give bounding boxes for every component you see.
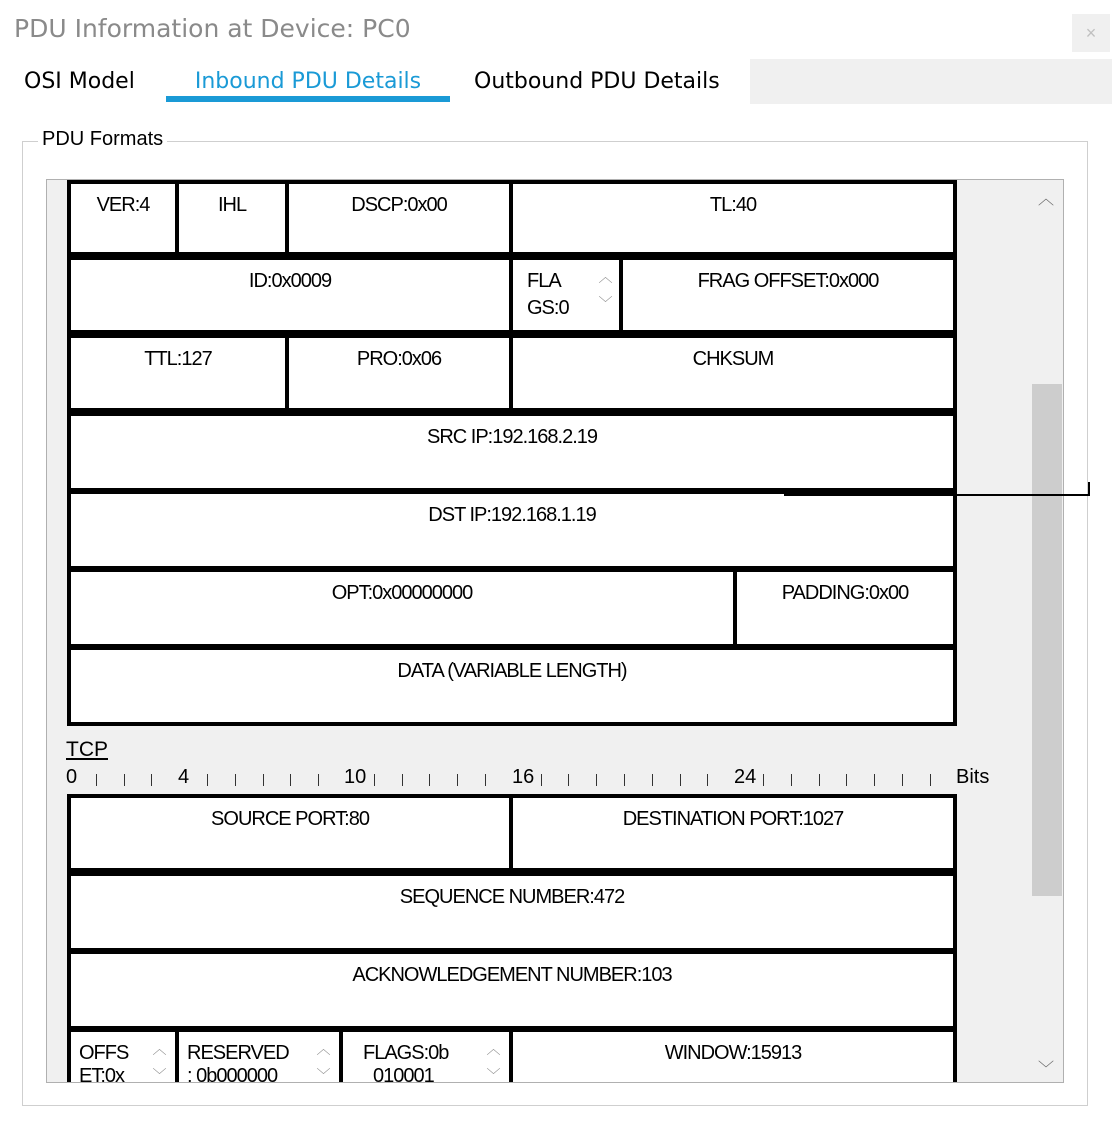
ip-protocol-field: PRO:0x06 xyxy=(285,334,513,412)
ruler-tick xyxy=(457,774,458,786)
ip-dscp-field: DSCP:0x00 xyxy=(285,180,513,256)
ip-frag-offset-field: FRAG OFFSET:0x000 xyxy=(619,256,957,334)
tab-bar-filler xyxy=(750,59,1112,104)
ip-ver-field: VER:4 xyxy=(67,180,179,256)
active-tab-indicator xyxy=(166,96,450,102)
tcp-section-label: TCP xyxy=(66,738,108,761)
ruler-label-24: 24 xyxy=(734,766,757,788)
ruler-tick xyxy=(652,774,653,786)
tab-inbound-pdu-details[interactable]: Inbound PDU Details xyxy=(194,69,422,94)
ip-dst-field: DST IP:192.168.1.19 xyxy=(67,490,957,570)
tcp-source-port-field: SOURCE PORT:80 xyxy=(67,794,513,872)
ruler-tick xyxy=(846,774,847,786)
ruler-tick xyxy=(263,774,264,786)
ruler-tick xyxy=(763,774,764,786)
chevron-up-icon[interactable]: ︿ xyxy=(316,1041,330,1057)
ip-src-field: SRC IP:192.168.2.19 xyxy=(67,412,957,492)
ip-options-field: OPT:0x00000000 xyxy=(67,568,737,648)
ruler-tick xyxy=(819,774,820,786)
layer-connector-line xyxy=(784,494,1090,496)
ruler-tick xyxy=(874,774,875,786)
tcp-sequence-field: SEQUENCE NUMBER:472 xyxy=(67,872,957,952)
ruler-label-10: 10 xyxy=(344,766,367,788)
chevron-up-icon[interactable]: ︿ xyxy=(486,1041,500,1057)
tcp-reserved-field[interactable] xyxy=(175,1028,343,1083)
ruler-tick xyxy=(374,774,375,786)
scrollbar-thumb[interactable] xyxy=(1032,384,1062,896)
ip-data-field: DATA (VARIABLE LENGTH) xyxy=(67,646,957,726)
ruler-tick xyxy=(930,774,931,786)
tcp-offset-spinner[interactable] xyxy=(147,1036,171,1083)
tcp-offset-line2: ET:0x xyxy=(79,1065,125,1083)
tcp-flags-field[interactable] xyxy=(339,1028,513,1083)
tcp-flags-line1: FLAGS:0b xyxy=(363,1042,449,1064)
ruler-label-0: 0 xyxy=(66,766,78,788)
ruler-tick xyxy=(707,774,708,786)
pdu-scroll-viewport[interactable] xyxy=(46,179,1064,1083)
tcp-window-field: WINDOW:15913 xyxy=(509,1028,957,1083)
tab-osi-model[interactable]: OSI Model xyxy=(24,69,135,94)
ruler-tick xyxy=(429,774,430,786)
ruler-tick xyxy=(151,774,152,786)
ip-flags-field[interactable] xyxy=(509,256,623,334)
tcp-reserved-line2: : 0b000000 xyxy=(187,1065,278,1083)
ip-ttl-field: TTL:127 xyxy=(67,334,289,412)
tcp-destination-port-field: DESTINATION PORT:1027 xyxy=(509,794,957,872)
ruler-tick xyxy=(96,774,97,786)
tcp-flags-spinner[interactable] xyxy=(481,1036,505,1083)
window-title: PDU Information at Device: PC0 xyxy=(14,14,411,43)
ruler-tick xyxy=(207,774,208,786)
ruler-tick xyxy=(624,774,625,786)
ip-flags-line1: FLA xyxy=(527,270,561,292)
ip-ihl-field: IHL xyxy=(175,180,289,256)
scroll-down-chevron-icon[interactable]: ﹀ xyxy=(1038,1061,1055,1078)
ruler-tick xyxy=(902,774,903,786)
ruler-label-16: 16 xyxy=(512,766,535,788)
ruler-tick xyxy=(568,774,569,786)
chevron-down-icon[interactable]: ﹀ xyxy=(316,1067,330,1083)
ip-padding-field: PADDING:0x00 xyxy=(733,568,957,648)
ip-checksum-field: CHKSUM xyxy=(509,334,957,412)
ruler-tick xyxy=(680,774,681,786)
ruler-tick xyxy=(235,774,236,786)
close-button[interactable]: × xyxy=(1072,14,1110,52)
ip-tl-field: TL:40 xyxy=(509,180,957,256)
tcp-flags-line2: 010001 xyxy=(373,1065,434,1083)
chevron-down-icon[interactable]: ﹀ xyxy=(152,1067,166,1083)
tcp-offset-field[interactable] xyxy=(67,1028,179,1083)
tcp-reserved-line1: RESERVED xyxy=(187,1042,289,1064)
chevron-up-icon[interactable]: ︿ xyxy=(152,1041,166,1057)
tab-outbound-pdu-details[interactable]: Outbound PDU Details xyxy=(474,69,720,94)
tcp-reserved-spinner[interactable] xyxy=(311,1036,335,1083)
ruler-label-4: 4 xyxy=(178,766,190,788)
pdu-formats-label: PDU Formats xyxy=(38,128,167,151)
ip-flags-line2: GS:0 xyxy=(527,297,569,319)
scroll-up-chevron-icon[interactable]: ︿ xyxy=(1038,191,1055,208)
ruler-tick xyxy=(402,774,403,786)
tcp-ack-field: ACKNOWLEDGEMENT NUMBER:103 xyxy=(67,950,957,1030)
bit-ruler xyxy=(66,766,966,790)
ruler-tick xyxy=(485,774,486,786)
bits-label: Bits xyxy=(956,766,990,788)
ruler-tick xyxy=(124,774,125,786)
ruler-tick xyxy=(791,774,792,786)
ruler-tick xyxy=(318,774,319,786)
tcp-offset-line1: OFFS xyxy=(79,1042,129,1064)
ruler-tick xyxy=(541,774,542,786)
ip-id-field: ID:0x0009 xyxy=(67,256,513,334)
chevron-up-icon[interactable]: ︿ xyxy=(598,269,612,285)
layer-connector-tick xyxy=(1088,482,1090,496)
ip-flags-spinner[interactable] xyxy=(593,264,617,316)
chevron-down-icon[interactable]: ﹀ xyxy=(598,295,612,311)
ruler-tick xyxy=(596,774,597,786)
chevron-down-icon[interactable]: ﹀ xyxy=(486,1067,500,1083)
ruler-tick xyxy=(290,774,291,786)
